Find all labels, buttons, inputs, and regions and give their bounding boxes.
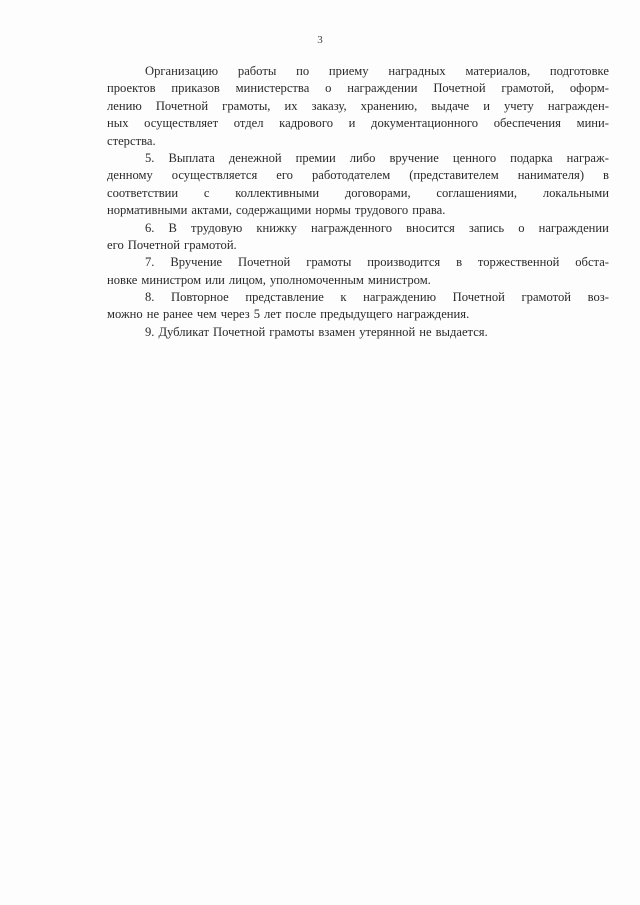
paragraph xyxy=(107,220,609,255)
text-line: нормативными актами, содержащими нормы трудового права. xyxy=(107,203,446,218)
paragraph xyxy=(107,63,609,150)
text-line: проектов приказов министерства о награждении Почетной грамотой, оформ- xyxy=(107,81,609,96)
page-number: 3 xyxy=(317,34,323,46)
text-line: 7. Вручение Почетной грамоты производится в торжественной обста- xyxy=(145,255,609,270)
document-body xyxy=(107,63,609,341)
paragraph xyxy=(107,289,609,324)
text-line: ных осуществляет отдел кадрового и документационного обеспечения мини- xyxy=(107,116,609,131)
text-line: денному осуществляется его работодателем (представителем нанимателя) в xyxy=(107,168,609,183)
text-line: можно не ранее чем через 5 лет после предыдущего награждения. xyxy=(107,307,470,322)
text-line: соответствии с коллективными договорами, соглашениями, локальными xyxy=(107,185,609,200)
text-line: его Почетной грамотой. xyxy=(107,237,237,252)
text-line: лению Почетной грамоты, их заказу, хранению, выдаче и учету награжден- xyxy=(107,98,609,113)
text-line: стерства. xyxy=(107,133,156,148)
text-line: 6. В трудовую книжку награжденного вносится запись о награждении xyxy=(145,220,609,235)
text-line: новке министром или лицом, уполномоченным министром. xyxy=(107,272,431,287)
paragraph xyxy=(107,254,609,289)
paragraph xyxy=(107,324,609,341)
paragraph xyxy=(107,150,609,220)
text-line: 9. Дубликат Почетной грамоты взамен утерянной не выдается. xyxy=(145,324,488,339)
text-line: 8. Повторное представление к награждению Почетной грамотой воз- xyxy=(145,290,609,305)
text-line: Организацию работы по приему наградных материалов, подготовке xyxy=(145,64,609,78)
text-line: 5. Выплата денежной премии либо вручение ценного подарка награж- xyxy=(145,150,609,165)
